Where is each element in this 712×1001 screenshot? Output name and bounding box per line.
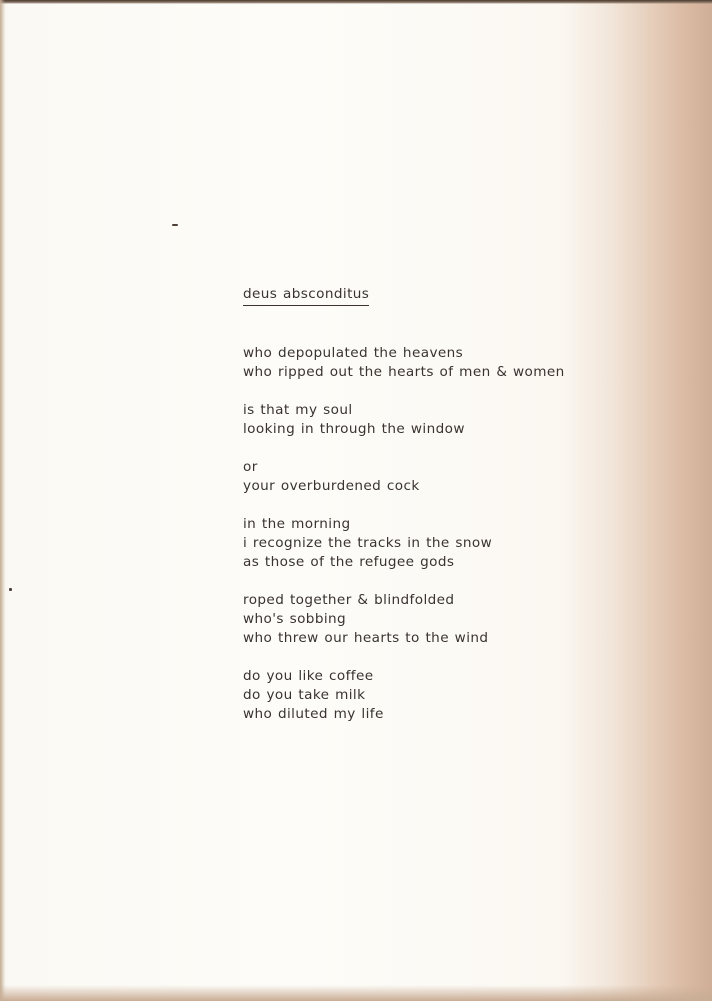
page-bottom-shadow bbox=[0, 985, 712, 1001]
poem-line: do you take milk bbox=[243, 687, 366, 703]
poem-line: who depopulated the heavens bbox=[243, 345, 464, 361]
poem-line: roped together & blindfolded bbox=[243, 592, 455, 608]
poem-line: as those of the refugee gods bbox=[243, 554, 455, 570]
poem-line: your overburdened cock bbox=[243, 478, 420, 494]
ink-speck bbox=[172, 224, 178, 226]
poem-line: who's sobbing bbox=[243, 611, 347, 627]
poem-line: i recognize the tracks in the snow bbox=[243, 535, 493, 551]
ink-speck bbox=[9, 588, 12, 591]
poem-line: who ripped out the hearts of men & women bbox=[243, 364, 565, 380]
poem-line: who threw our hearts to the wind bbox=[243, 630, 489, 646]
stanza bbox=[243, 401, 623, 439]
poem-line: or bbox=[243, 459, 258, 475]
poem-body bbox=[243, 344, 623, 724]
poem-line: is that my soul bbox=[243, 402, 353, 418]
stanza bbox=[243, 344, 623, 382]
poem-line: looking in through the window bbox=[243, 421, 465, 437]
stanza bbox=[243, 667, 623, 724]
page-top-edge bbox=[0, 0, 712, 4]
page-binding-edge bbox=[0, 0, 5, 1001]
poem-title: deus absconditus bbox=[243, 285, 369, 306]
poem-line: do you like coffee bbox=[243, 668, 374, 684]
poem-line: in the morning bbox=[243, 516, 351, 532]
stanza bbox=[243, 591, 623, 648]
poem-line: who diluted my life bbox=[243, 706, 384, 722]
stanza bbox=[243, 515, 623, 572]
stanza bbox=[243, 458, 623, 496]
poem bbox=[243, 285, 623, 743]
